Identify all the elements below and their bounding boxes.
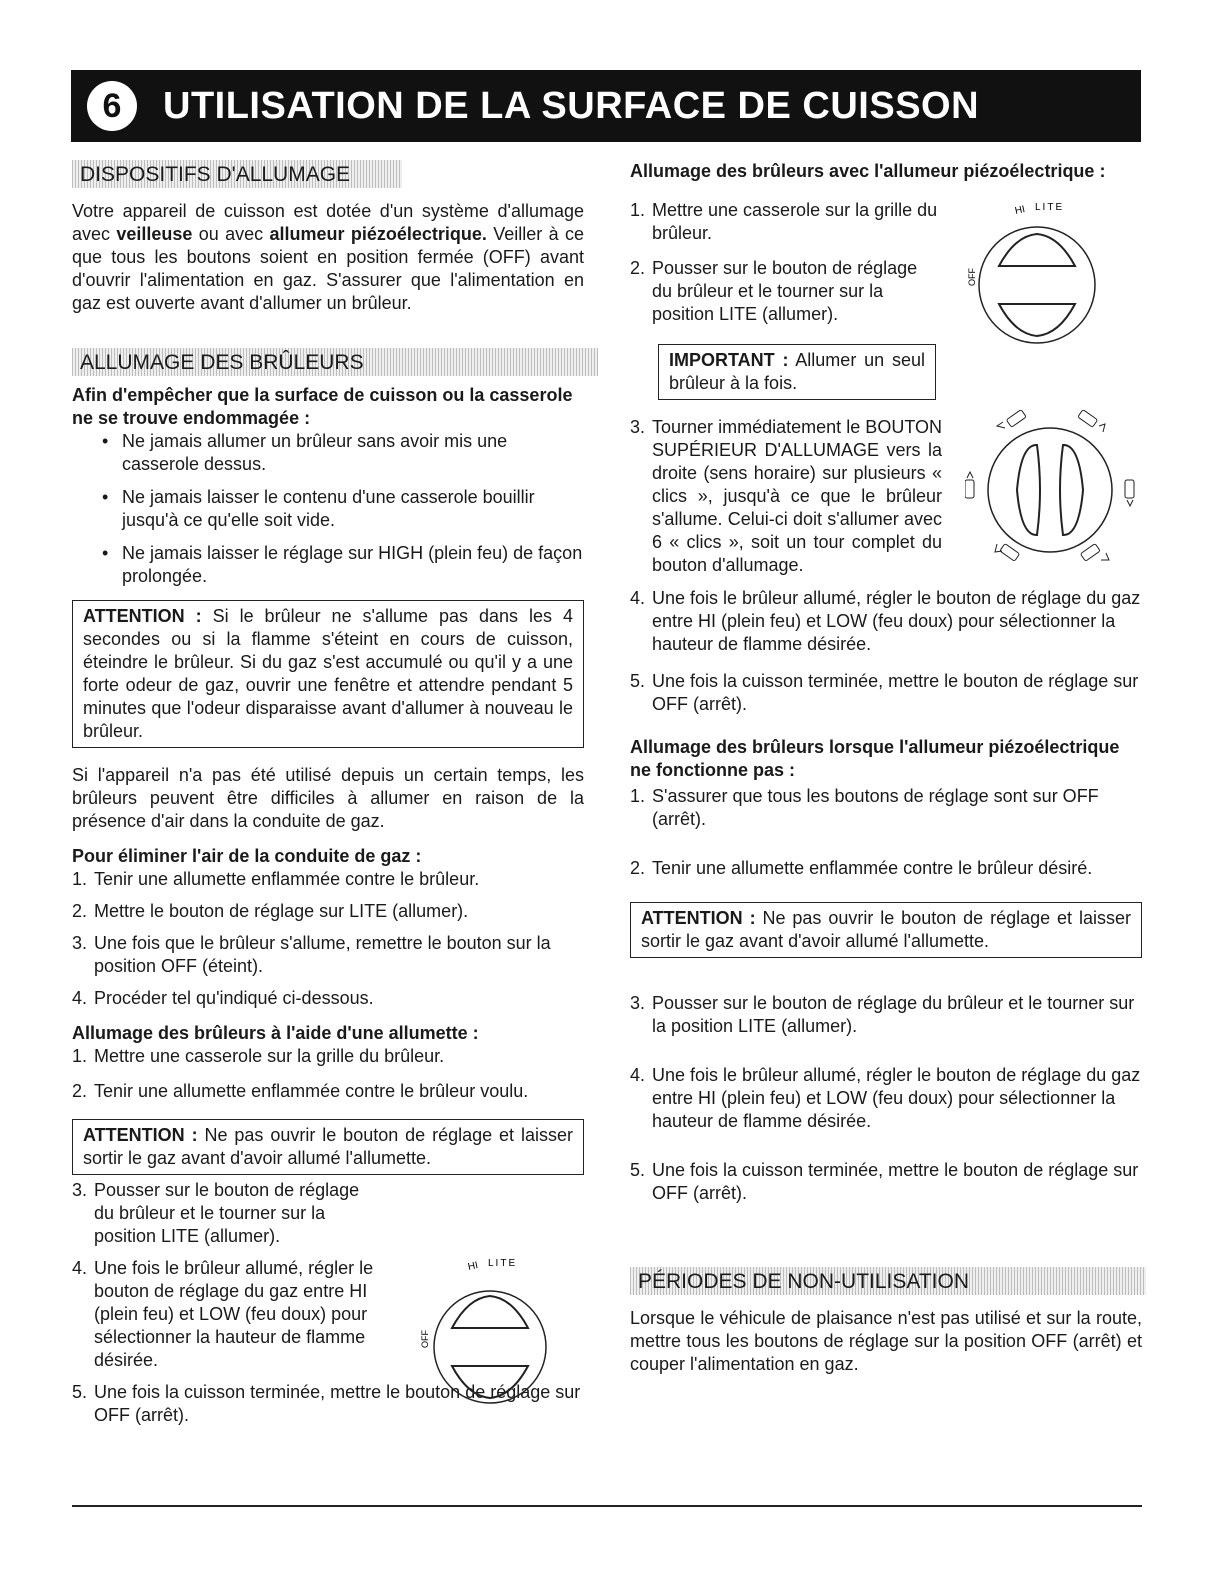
- list-item: 2. Tenir une allumette enflammée contre le brûleur désiré.: [630, 858, 1093, 878]
- list-item: 3. Une fois que le brûleur s'allume, remettre le bouton sur la position OFF (éteint).: [72, 933, 551, 976]
- footer-rule: [72, 1505, 1142, 1507]
- piezo-lighting-heading: Allumage des brûleurs avec l'allumeur piézoélectrique :: [630, 161, 1106, 181]
- burner-knob-diagram-right: [955, 196, 1125, 356]
- damage-warning-list: [72, 430, 584, 588]
- list-item: 2. Pousser sur le bouton de réglage du brûleur et le tourner sur la position LITE (allumer).: [630, 258, 918, 324]
- list-item: 1. Tenir une allumette enflammée contre le brûleur.: [72, 869, 480, 889]
- important-box: IMPORTANT : Allumer un seul brûleur à la fois.: [658, 344, 936, 400]
- click-arrow-icon: [965, 472, 974, 498]
- match-lighting-steps: [72, 1045, 584, 1103]
- list-item: 2. Tenir une allumette enflammée contre le brûleur voulu.: [72, 1081, 529, 1101]
- piezo-fail-steps-continued: [630, 992, 1142, 1205]
- igniter-grip-left: [1017, 445, 1040, 535]
- knob-label-lite: LITE: [488, 1258, 518, 1269]
- section-number: 6: [87, 81, 137, 131]
- section-heading-burner-lighting: ALLUMAGE DES BRÛLEURS: [72, 348, 598, 376]
- list-item: • Ne jamais laisser le contenu d'une casserole bouillir jusqu'à ce qu'elle soit vide.: [102, 486, 584, 532]
- list-item: 1. Mettre une casserole sur la grille du brûleur.: [630, 200, 938, 243]
- list-item: 3. Pousser sur le bouton de réglage du brûleur et le tourner sur la position LITE (allumer).: [72, 1180, 360, 1246]
- knob-grip-bottom: [999, 304, 1075, 336]
- list-item: 1. S'assurer que tous les boutons de réglage sont sur OFF (arrêt).: [630, 786, 1099, 829]
- click-arrow-icon: [997, 410, 1026, 428]
- ignition-intro-paragraph: Votre appareil de cuisson est dotée d'un système d'allumage avec veilleuse ou avec allumeur piézoélectrique. Veiller à ce que tous les boutons soient en position fermée (OFF) avant d'ouvrir l'alimentation en gaz. S'assurer que l'alimentation en gaz est ouverte avant d'allumer un brûleur.: [72, 201, 584, 313]
- left-column: [72, 160, 584, 1427]
- match-lighting-heading: Allumage des brûleurs à l'aide d'une allumette :: [72, 1023, 479, 1043]
- list-item: 4. Une fois le brûleur allumé, régler le bouton de réglage du gaz entre HI (plein feu) et LOW (feu doux) pour sélectionner la hauteur de flamme désirée.: [630, 1065, 1141, 1131]
- purge-air-steps: [72, 868, 584, 1010]
- attention-box-match: ATTENTION : Ne pas ouvrir le bouton de réglage et laisser sortir le gaz avant d'avoir allumé l'allumette.: [72, 1119, 584, 1175]
- piezo-fail-heading: Allumage des brûleurs lorsque l'allumeur piézoélectrique ne fonctionne pas :: [630, 737, 1120, 780]
- click-arrow-icon: [1125, 480, 1134, 506]
- click-arrow-icon: [1080, 544, 1109, 562]
- knob-outline: [434, 1291, 546, 1403]
- section-heading-ignition-devices: DISPOSITIFS D'ALLUMAGE: [72, 160, 402, 188]
- igniter-grip-right: [1060, 445, 1083, 535]
- knob-grip-top: [452, 1296, 528, 1328]
- knob-grip-bottom: [452, 1366, 528, 1398]
- knob-label-lite: LITE: [1035, 202, 1065, 213]
- list-item: 4. Une fois le brûleur allumé, régler le bouton de réglage du gaz entre HI (plein feu) et LOW (feu doux) pour sélectionner la hauteur de flamme désirée.: [630, 588, 1141, 654]
- list-item: • Ne jamais laisser le réglage sur HIGH (plein feu) de façon prolongée.: [102, 542, 584, 588]
- piezo-fail-steps: [630, 785, 1142, 880]
- knob-label-off: OFF: [420, 1330, 430, 1348]
- attention-box-flame: ATTENTION : Si le brûleur ne s'allume pas dans les 4 secondes ou si la flamme s'éteint en cours de cuisson, éteindre le brûleur. Si du gaz s'est accumulé ou qu'il y a une forte odeur de gaz, ouvrir une fenêtre et attendre pendant 5 minutes que l'odeur disparaisse avant d'allumer à nouveau le brûleur.: [72, 600, 584, 748]
- section-heading-non-use: PÉRIODES DE NON-UTILISATION: [630, 1267, 1146, 1295]
- list-item: 3. Tourner immédiatement le BOUTON SUPÉRIEUR D'ALLUMAGE vers la droite (sens horaire) sur plusieurs « clics », jusqu'à ce que le brûleur s'allume. Celui-ci doit s'allumer avec 6 « clics », soit un tour complet du bouton d'allumage.: [630, 417, 942, 575]
- damage-warning-heading: Afin d'empêcher que la surface de cuisson ou la casserole ne se trouve endommagée :: [72, 385, 573, 428]
- knob-label-hi: HI: [466, 1260, 480, 1273]
- non-use-paragraph: Lorsque le véhicule de plaisance n'est pas utilisé et sur la route, mettre tous les boutons de réglage sur la position OFF (arrêt) et couper l'alimentation en gaz.: [630, 1308, 1142, 1374]
- igniter-knob-outline: [988, 428, 1112, 552]
- purge-air-heading: Pour éliminer l'air de la conduite de gaz :: [72, 846, 422, 866]
- igniter-knob-diagram: [965, 400, 1135, 580]
- knob-grip-top: [999, 234, 1075, 266]
- air-in-line-paragraph: Si l'appareil n'a pas été utilisé depuis un certain temps, les brûleurs peuvent être difficiles à allumer en raison de la présence d'air dans la conduite de gaz.: [72, 765, 584, 831]
- knob-label-off: OFF: [967, 268, 977, 286]
- list-item: 5. Une fois la cuisson terminée, mettre le bouton de réglage sur OFF (arrêt).: [72, 1382, 581, 1425]
- list-item: 1. Mettre une casserole sur la grille du brûleur.: [72, 1046, 445, 1066]
- list-item: 5. Une fois la cuisson terminée, mettre le bouton de réglage sur OFF (arrêt).: [630, 671, 1139, 714]
- click-arrow-icon: [1078, 410, 1105, 432]
- burner-knob-diagram-left: [408, 1252, 548, 1412]
- list-item: 3. Pousser sur le bouton de réglage du brûleur et le tourner sur la position LITE (allumer).: [630, 993, 1135, 1036]
- list-item: • Ne jamais allumer un brûleur sans avoir mis une casserole dessus.: [102, 430, 584, 476]
- click-arrow-icon: [995, 544, 1020, 562]
- page-title: UTILISATION DE LA SURFACE DE CUISSON: [163, 84, 980, 127]
- attention-box-piezo: ATTENTION : Ne pas ouvrir le bouton de réglage et laisser sortir le gaz avant d'avoir allumé l'allumette.: [630, 902, 1142, 958]
- list-item: 4. Procéder tel qu'indiqué ci-dessous.: [72, 988, 374, 1008]
- list-item: 2. Mettre le bouton de réglage sur LITE (allumer).: [72, 901, 469, 921]
- list-item: 5. Une fois la cuisson terminée, mettre le bouton de réglage sur OFF (arrêt).: [630, 1160, 1139, 1203]
- section-banner: [71, 70, 1141, 142]
- knob-outline: [979, 227, 1095, 343]
- list-item: 4. Une fois le brûleur allumé, régler le bouton de réglage du gaz entre HI (plein feu) et LOW (feu doux) pour sélectionner la hauteur de flamme désirée.: [72, 1258, 374, 1370]
- knob-label-hi: HI: [1013, 204, 1027, 217]
